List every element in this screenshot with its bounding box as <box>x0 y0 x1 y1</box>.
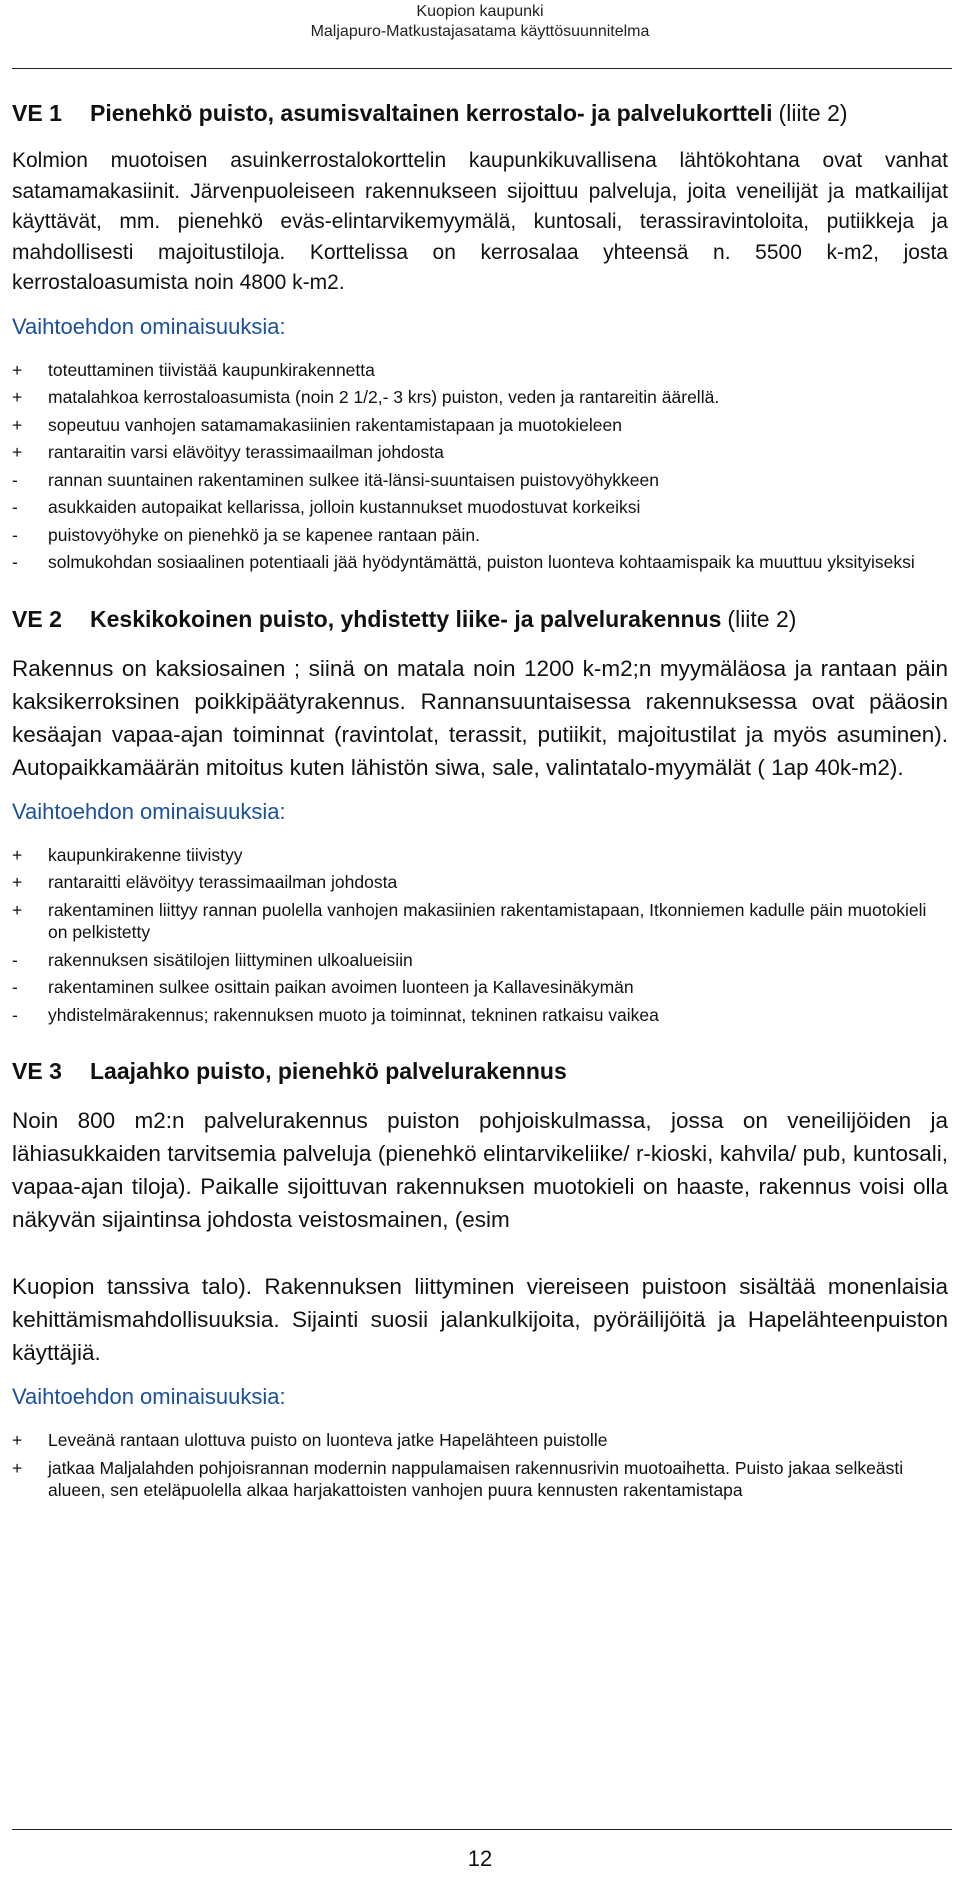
document-body <box>12 98 948 1532</box>
list-marker: - <box>12 552 18 572</box>
list-text: toteuttaminen tiivistää kaupunkirakennetta <box>48 359 375 380</box>
header-organization: Kuopion kaupunki <box>416 3 544 20</box>
ve3-paragraph-2: Kuopion tanssiva talo). Rakennuksen liittyminen viereiseen puistoon sisältää monenlaisia kehittämismahdollisuuksia. Sijainti suosii jalankulkijoita, pyöräilijöitä ja Hapelähteenpuiston käyttäjiä. <box>12 1274 948 1365</box>
ve1-title: Pienehkö puisto, asumisvaltainen kerrostalo- ja palvelukortteli <box>90 100 773 126</box>
list-marker: - <box>12 497 18 517</box>
ve1-note: (liite 2) <box>778 100 848 126</box>
ve1-paragraph: Kolmion muotoisen asuinkerrostalokorttelin kaupunkikuvallisena lähtökohtana ovat vanhat satamamakasiinit. Järvenpuoleiseen rakennukseen sijoittuu palveluja, joita veneilijät ja matkailijat käyttävät, mm. pienehkö eväs-elintarvikemyymälä, kuntosali, terassiravintoloita, putiikkeja ja mahdollisesti majoitustiloja. Korttelissa on kerrosalaa yhteensä n. 5500 k-m2, josta kerrostaloasumista noin 4800 k-m2. <box>12 149 948 294</box>
list-marker: + <box>12 872 23 892</box>
list-marker: + <box>12 1430 23 1450</box>
list-text: sopeutuu vanhojen satamamakasiinien rakentamistapaan ja muotokieleen <box>48 414 622 435</box>
list-marker: - <box>12 949 18 970</box>
ve1-code: VE 1 <box>12 100 62 126</box>
list-marker: - <box>12 977 18 997</box>
paragraph-gap <box>12 1250 948 1270</box>
list-item <box>12 949 948 972</box>
list-item <box>12 1004 948 1027</box>
ve2-note: (liite 2) <box>727 605 797 632</box>
ve3-title: Laajahko puisto, pienehkö palvelurakennus <box>90 1058 567 1084</box>
ve1-feature-list <box>12 359 948 574</box>
header-document-title: Maljapuro-Matkustajasatama käyttösuunnitelma <box>310 23 650 40</box>
ve2-paragraph: Rakennus on kaksiosainen ; siinä on matala noin 1200 k-m2;n myymäläosa ja rantaan päin kaksikerroksinen poikkipäätyrakennus. Rannansuuntaisessa rakennuksessa ovat pääosin kesäajan vapaa-ajan toiminnat (ravintolat, terassit, putiikit, majoitustilat ja myös asuminen). Autopaikkamäärän mitoitus kuten lähistön siwa, sale, valintatalo-myymälät ( 1ap 40k-m2). <box>12 655 948 780</box>
list-marker: + <box>12 844 23 865</box>
header-divider <box>12 68 952 69</box>
ve2-code: VE 2 <box>12 605 62 632</box>
ve2-title: Keskikokoinen puisto, yhdistetty liike- ja palvelurakennus <box>90 605 722 632</box>
list-item <box>12 976 948 999</box>
page-number: 12 <box>467 1846 493 1871</box>
list-marker: - <box>12 469 18 490</box>
list-marker: - <box>12 1004 18 1025</box>
list-item <box>12 496 948 519</box>
list-text: Leveänä rantaan ulottuva puisto on luonteva jatke Hapelähteen puistolle <box>48 1430 608 1450</box>
list-text: rakentaminen liittyy rannan puolella vanhojen makasiinien rakentamistapaan, Itkonniemen kadulle päin muotokieli on pelkistetty <box>48 899 927 942</box>
list-text: jatkaa Maljalahden pohjoisrannan modernin nappulamaisen rakennusrivin muotoaihetta. Puisto jakaa selkeästi alueen, sen eteläpuolella alkaa harjakattoisten vanhojen puura kennusten rakentamistapa <box>48 1457 904 1500</box>
list-marker: + <box>12 387 23 407</box>
list-text: solmukohdan sosiaalinen potentiaali jää hyödyntämättä, puiston luonteva kohtaamispaik ka muuttuu yksityiseksi <box>48 552 915 572</box>
ve3-code: VE 3 <box>12 1058 62 1084</box>
list-text: rannan suuntainen rakentaminen sulkee itä-länsi-suuntaisen puistovyöhykkeen <box>48 469 659 490</box>
list-item <box>12 524 948 547</box>
list-marker: + <box>12 1457 23 1478</box>
document-header <box>0 0 960 42</box>
ve3-paragraph-1: Noin 800 m2:n palvelurakennus puiston pohjoiskulmassa, jossa on veneilijöiden ja lähiasukkaiden tarvitsemia palveluja (pienehkö elintarvikeliike/ r-kioski, kahvila/ pub, kuntosali, vapaa-ajan tiloja). Paikalle sijoittuvan rakennuksen muotokieli on haaste, rakennus voisi olla näkyvän sijaintinsa johdosta veistosmainen, (esim <box>12 1108 948 1232</box>
list-item <box>12 386 948 409</box>
ve1-features-heading: Vaihtoehdon ominaisuuksia: <box>12 313 286 339</box>
list-item <box>12 844 948 867</box>
list-item <box>12 1457 948 1502</box>
ve2-features-heading: Vaihtoehdon ominaisuuksia: <box>12 798 286 824</box>
list-item <box>12 1429 948 1452</box>
list-text: asukkaiden autopaikat kellarissa, jolloin kustannukset muodostuvat korkeiksi <box>48 497 641 517</box>
footer-divider <box>12 1829 952 1830</box>
list-item <box>12 551 948 574</box>
list-marker: + <box>12 899 23 920</box>
list-text: matalahkoa kerrostaloasumista (noin 2 1/2,- 3 krs) puiston, veden ja rantareitin äärellä. <box>48 387 720 407</box>
list-text: puistovyöhyke on pienehkö ja se kapenee rantaan päin. <box>48 524 480 545</box>
list-item <box>12 359 948 382</box>
ve2-feature-list <box>12 844 948 1027</box>
ve3-feature-list <box>12 1429 948 1502</box>
list-marker: + <box>12 359 23 380</box>
list-text: rantaraitin varsi elävöityy terassimaailman johdosta <box>48 442 444 462</box>
ve2-heading <box>12 604 948 634</box>
list-item <box>12 871 948 894</box>
list-text: rakentaminen sulkee osittain paikan avoimen luonteen ja Kallavesinäkymän <box>48 977 634 997</box>
list-item <box>12 469 948 492</box>
list-item <box>12 899 948 944</box>
list-text: rakennuksen sisätilojen liittyminen ulkoalueisiin <box>48 949 413 970</box>
ve3-features-heading: Vaihtoehdon ominaisuuksia: <box>12 1384 286 1409</box>
list-text: yhdistelmärakennus; rakennuksen muoto ja toiminnat, tekninen ratkaisu vaikea <box>48 1004 659 1025</box>
ve3-heading <box>12 1056 948 1086</box>
list-marker: + <box>12 414 23 435</box>
list-text: kaupunkirakenne tiivistyy <box>48 844 243 865</box>
ve1-heading <box>12 98 948 128</box>
list-marker: - <box>12 524 18 545</box>
list-marker: + <box>12 442 23 462</box>
list-text: rantaraitti elävöityy terassimaailman johdosta <box>48 872 398 892</box>
list-item <box>12 414 948 437</box>
list-item <box>12 441 948 464</box>
